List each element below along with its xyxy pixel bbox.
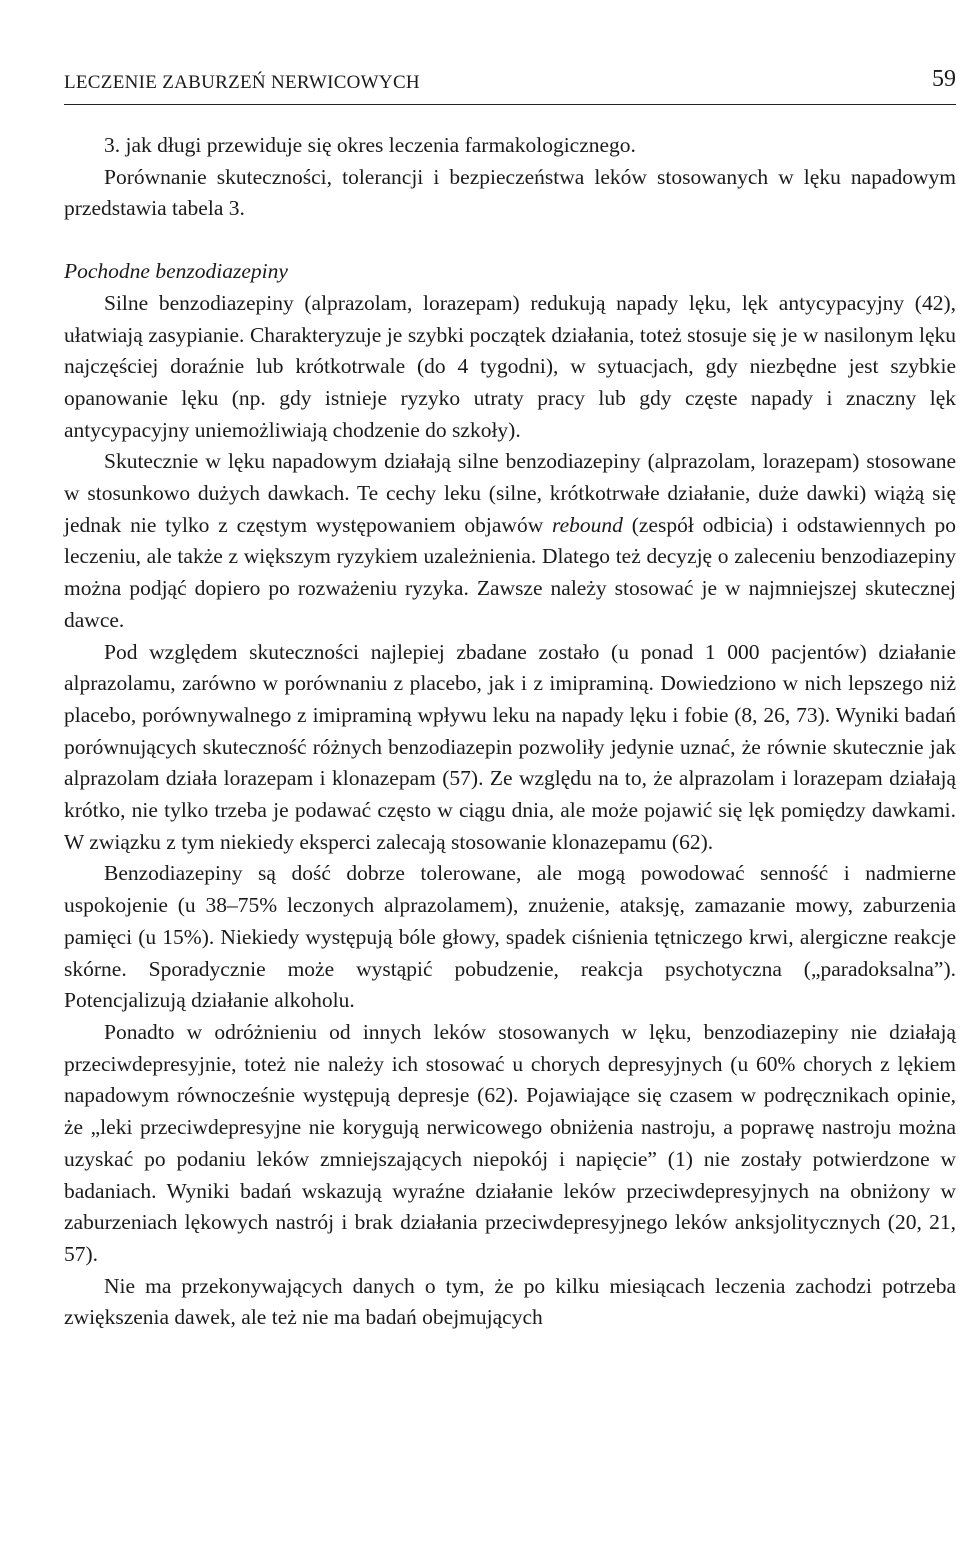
paragraph-2-italic-term: rebound [552, 512, 623, 537]
paragraph-2 [64, 446, 956, 636]
paragraph-3: Pod względem skuteczności najlepiej zbadane zostało (u ponad 1 000 pacjentów) działanie alprazolamu, zarówno w porównaniu z placebo, jak i z imipraminą. Dowiedziono w nich lepszego niż placebo, porównywalnego z imipraminą wpływu leku na napady lęku i fobie (8, 26, 73). Wyniki badań porównujących skuteczność różnych benzodiazepin pozwoliły jedynie uznać, że równie skutecznie jak alprazolam działa lorazepam i klonazepam (57). Ze względu na to, że alprazolam i lorazepam działają krótko, nie tylko trzeba je podawać często w ciągu dnia, ale może pojawić się lęk pomiędzy dawkami. W związku z tym niekiedy eksperci zalecają stosowanie klonazepamu (62). [64, 639, 956, 854]
paragraph-6: Nie ma przekonywających danych o tym, że po kilku miesiącach leczenia zachodzi potrzeba zwiększenia dawek, ale też nie ma badań obejmujących [64, 1273, 956, 1330]
page-body [64, 130, 956, 1334]
section-heading: Pochodne benzodiazepiny [64, 259, 288, 284]
list-item-3: 3. jak długi przewiduje się okres leczenia farmakologicznego. [104, 133, 636, 157]
page-number: 59 [932, 66, 956, 92]
paragraph-2-text-b: (zespół odbicia) i odstawiennych po leczeniu, ale także z większym ryzykiem uzależnienia. Dlatego też decyzję o zaleceniu benzodiazepiny można podjąć dopiero po rozważeniu ryzyka. Zawsze należy stosować je w najmniejszej skutecznej dawce. [64, 512, 956, 632]
paragraph-5: Ponadto w odróżnieniu od innych leków stosowanych w lęku, benzodiazepiny nie działają przeciwdepresyjnie, toteż nie należy ich stosować u chorych depresyjnych (u 60% chorych z lękiem napadowym równocześnie występują depresje (62). Pojawiające się czasem w podręcznikach opinie, że „leki przeciwdepresyjne nie korygują nerwicowego obniżenia nastroju, a poprawę nastroju można uzyskać po podaniu leków zmniejszających niepokój i napięcie” (1) nie zostały potwierdzone w badaniach. Wyniki badań wskazują wyraźne działanie leków przeciwdepresyjnych na obniżony w zaburzeniach lękowych nastrój i brak działania przeciwdepresyjnego leków anksjolitycznych (20, 21, 57). [64, 1019, 956, 1266]
header-rule [64, 104, 956, 105]
running-header-title: LECZENIE ZABURZEŃ NERWICOWYCH [64, 72, 420, 93]
paragraph-1: Silne benzodiazepiny (alprazolam, lorazepam) redukują napady lęku, lęk antycypacyjny (42), ułatwiają zasypianie. Charakteryzuje je szybki początek działania, toteż stosuje się je w nasilonym lęku najczęściej doraźnie lub krótkotrwale (do 4 tygodni), w sytuacjach, gdy niezbędne jest szybkie opanowanie lęku (np. gdy istnieje ryzyko utraty pracy lub gdy częste napady i znaczny lęk antycypacyjny uniemożliwiają chodzenie do szkoły). [64, 290, 956, 442]
running-header [64, 66, 956, 102]
paragraph-2-text-a: Skutecznie w lęku napadowym działają silne benzodiazepiny (alprazolam, lorazepam) stosowane w stosunkowo dużych dawkach. Te cechy leku (silne, krótkotrwałe działanie, duże dawki) wiążą się jednak nie tylko z częstym występowaniem objawów [64, 449, 956, 537]
paragraph-4: Benzodiazepiny są dość dobrze tolerowane, ale mogą powodować senność i nadmierne uspokojenie (u 38–75% leczonych alprazolamem), znużenie, ataksję, zamazanie mowy, zaburzenia pamięci (u 15%). Niekiedy występują bóle głowy, spadek ciśnienia tętniczego krwi, alergiczne reakcje skórne. Sporadycznie może wystąpić pobudzenie, reakcja psychotyczna („paradoksalna”). Potencjalizują działanie alkoholu. [64, 861, 956, 1013]
intro-paragraph: Porównanie skuteczności, tolerancji i bezpieczeństwa leków stosowanych w lęku napadowym przedstawia tabela 3. [64, 164, 956, 221]
